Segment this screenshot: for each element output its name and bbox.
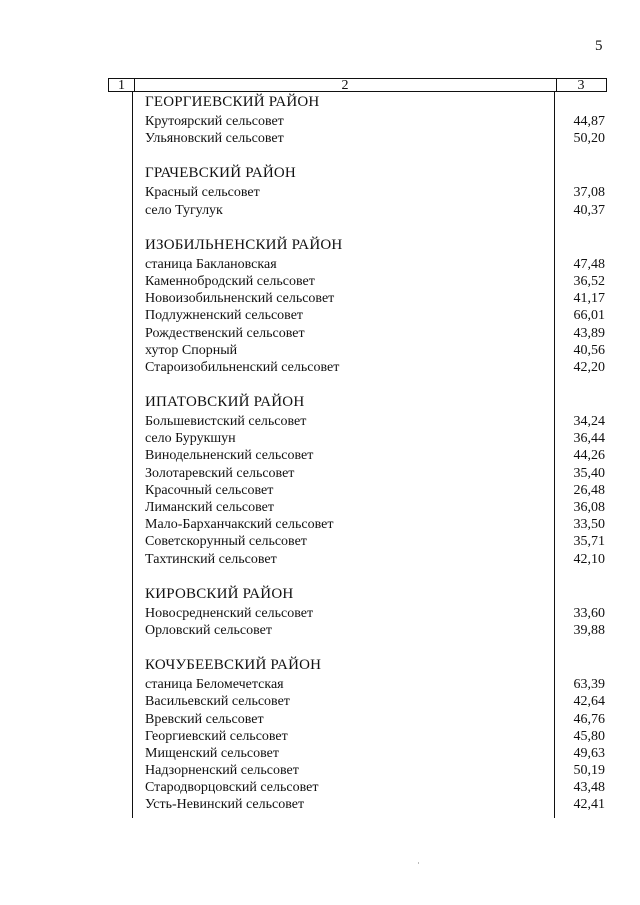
settlement-name: Староизобильненский сельсовет [145, 359, 340, 375]
settlement-value: 34,24 [573, 414, 605, 430]
district-section [145, 163, 605, 218]
settlement-value: 26,48 [573, 482, 605, 498]
settlement-value: 44,87 [573, 114, 605, 129]
settlement-name: Золотаревский сельсовет [145, 465, 295, 481]
settlement-value: 44,26 [573, 448, 605, 464]
settlement-value: 36,52 [573, 273, 605, 289]
section-spacer [145, 219, 605, 235]
table-row [145, 745, 605, 762]
district-title: ИЗОБИЛЬНЕНСКИЙ РАЙОН [145, 236, 343, 253]
table-row [145, 779, 605, 796]
settlement-name: Георгиевский сельсовет [145, 728, 288, 744]
settlement-value: 33,50 [573, 517, 605, 533]
section-spacer [145, 376, 605, 392]
settlement-name: Большевистский сельсовет [145, 414, 307, 430]
settlement-name: Ульяновский сельсовет [145, 131, 284, 147]
header-col-3: 3 [577, 78, 585, 93]
table-row [145, 499, 605, 516]
table-row [145, 762, 605, 779]
district-title: ИПАТОВСКИЙ РАЙОН [145, 394, 305, 411]
settlement-name: Лиманский сельсовет [145, 500, 275, 515]
settlement-value: 43,48 [573, 780, 605, 796]
settlement-value: 40,37 [573, 202, 605, 218]
settlement-name: Каменнобродский сельсовет [145, 273, 315, 289]
table-header-row [108, 78, 607, 92]
table-row [145, 516, 605, 533]
settlement-name: Мищенский сельсовет [145, 745, 279, 761]
settlement-value: 50,19 [573, 763, 605, 779]
settlement-value: 42,41 [573, 797, 605, 813]
settlement-value: 66,01 [573, 308, 605, 324]
settlement-name: Крутоярский сельсовет [145, 114, 284, 129]
table-row [145, 184, 605, 201]
district-title: КОЧУБЕЕВСКИЙ РАЙОН [145, 657, 322, 674]
settlement-value: 40,56 [573, 342, 605, 358]
settlement-name: Красочный сельсовет [145, 482, 274, 498]
settlement-name: Новоизобильненский сельсовет [145, 291, 335, 307]
settlement-name: Красный сельсовет [145, 185, 260, 201]
table-row [145, 465, 605, 482]
scan-speck [418, 862, 419, 864]
table-row [145, 693, 605, 710]
settlement-name: Винодельненский сельсовет [145, 448, 314, 464]
page-number: 5 [595, 38, 603, 54]
settlement-name: Мало-Барханчакский сельсовет [145, 517, 334, 533]
table-row [145, 325, 605, 342]
settlement-value: 49,63 [573, 745, 605, 761]
table-row [145, 273, 605, 290]
table-row [145, 290, 605, 307]
table-row [145, 711, 605, 728]
settlement-value: 37,08 [573, 185, 605, 201]
district-section [145, 92, 605, 147]
table-row [145, 256, 605, 273]
column-divider-left [132, 92, 133, 818]
settlement-value: 63,39 [573, 677, 605, 693]
settlement-name: село Тугулук [145, 202, 223, 218]
district-title: КИРОВСКИЙ РАЙОН [145, 585, 294, 602]
table-row [145, 551, 605, 568]
settlement-value: 45,80 [573, 728, 605, 744]
settlement-name: станица Баклановская [145, 256, 277, 272]
settlement-name: Подлужненский сельсовет [145, 308, 304, 324]
section-spacer [145, 639, 605, 655]
settlement-value: 47,48 [573, 256, 605, 272]
header-col-1: 1 [109, 79, 135, 91]
settlement-value: 35,71 [573, 534, 605, 550]
settlement-name: станица Беломечетская [145, 677, 284, 693]
district-section [145, 584, 605, 639]
settlement-value: 41,17 [573, 291, 605, 307]
settlement-name: Усть-Невинский сельсовет [145, 797, 305, 813]
district-title: ГРАЧЕВСКИЙ РАЙОН [145, 165, 296, 182]
table-row [145, 307, 605, 324]
district-section [145, 392, 605, 568]
settlement-name: хутор Спорный [145, 342, 238, 358]
settlement-name: Рождественский сельсовет [145, 325, 305, 341]
settlement-value: 33,60 [573, 605, 605, 621]
settlement-value: 36,44 [573, 431, 605, 447]
settlement-value: 46,76 [573, 711, 605, 727]
settlement-name: село Бурукшун [145, 431, 236, 447]
settlement-name: Васильевский сельсовет [145, 694, 290, 710]
settlement-name: Новосредненский сельсовет [145, 605, 314, 621]
settlement-value: 43,89 [573, 325, 605, 341]
table-row [145, 447, 605, 464]
section-spacer [145, 147, 605, 163]
settlement-value: 50,20 [573, 131, 605, 147]
settlement-name: Стародворцовский сельсовет [145, 780, 319, 796]
district-section [145, 655, 605, 814]
table-row [145, 359, 605, 376]
table-row [145, 533, 605, 550]
header-col-2: 2 [134, 79, 557, 91]
settlement-name: Тахтинский сельсовет [145, 551, 277, 567]
settlement-value: 42,10 [573, 551, 605, 567]
settlement-value: 39,88 [573, 622, 605, 638]
table-row [145, 342, 605, 359]
table-row [145, 676, 605, 693]
table-row [145, 622, 605, 639]
table-row [145, 202, 605, 219]
settlement-name: Вревский сельсовет [145, 711, 264, 727]
settlement-value: 35,40 [573, 465, 605, 481]
district-section [145, 235, 605, 376]
table-row [145, 605, 605, 622]
district-title: ГЕОРГИЕВСКИЙ РАЙОН [145, 94, 320, 110]
table-row [145, 413, 605, 430]
settlement-value: 42,64 [573, 694, 605, 710]
table-row [145, 113, 605, 130]
table-row [145, 728, 605, 745]
table-row [145, 482, 605, 499]
district-list [145, 92, 605, 814]
section-spacer [145, 568, 605, 584]
settlement-name: Орловский сельсовет [145, 622, 272, 638]
table-row [145, 796, 605, 813]
settlement-value: 42,20 [573, 359, 605, 375]
settlement-name: Советскорунный сельсовет [145, 534, 307, 550]
settlement-value: 36,08 [573, 500, 605, 515]
table-row [145, 130, 605, 147]
settlement-name: Надзорненский сельсовет [145, 763, 299, 779]
table-row [145, 430, 605, 447]
